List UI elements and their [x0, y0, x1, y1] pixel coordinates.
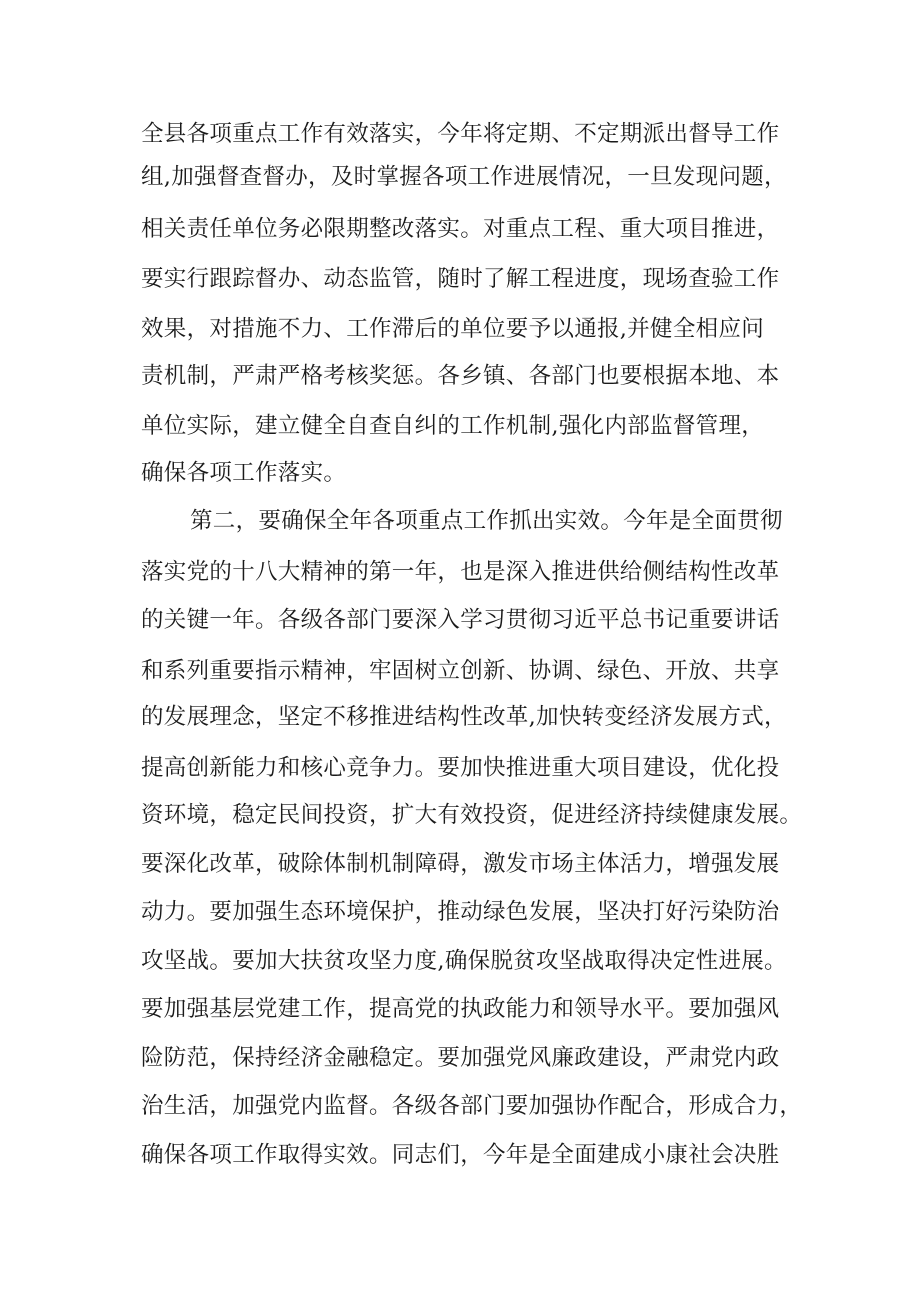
text-line: 确保各项工作落实。: [141, 460, 347, 486]
text-line: 组,加强督查督办，及时掌握各项工作进展情况，一旦发现问题，: [141, 164, 787, 190]
text-line: 攻坚战。要加大扶贫攻坚力度,确保脱贫攻坚战取得决定性进展。: [141, 948, 787, 974]
text-line: 单位实际，建立健全自查自纠的工作机制,强化内部监督管理，: [141, 413, 765, 439]
text-line: 要深化改革，破除体制机制障碍，激发市场主体活力，增强发展: [141, 851, 780, 877]
text-line: 提高创新能力和核心竞争力。要加快推进重大项目建设，优化投: [141, 755, 780, 781]
text-line: 责机制，严肃严格考核奖惩。各乡镇、各部门也要根据本地、本: [141, 363, 780, 389]
text-line: 全县各项重点工作有效落实，今年将定期、不定期派出督导工作: [141, 121, 780, 147]
text-line: 要加强基层党建工作，提高党的执政能力和领导水平。要加强风: [141, 996, 780, 1022]
text-line: 的关键一年。各级各部门要深入学习贯彻习近平总书记重要讲话: [141, 607, 780, 633]
text-line: 险防范，保持经济金融稳定。要加强党风廉政建设，严肃党内政: [141, 1045, 780, 1071]
text-line: 确保各项工作取得实效。同志们，今年是全面建成小康社会决胜: [141, 1142, 780, 1168]
text-line: 和系列重要指示精神，牢固树立创新、协调、绿色、开放、共享: [141, 658, 780, 684]
text-line: 动力。要加强生态环境保护，推动绿色发展，坚决打好污染防治: [141, 899, 780, 925]
text-line: 资环境，稳定民间投资，扩大有效投资，促进经济持续健康发展。: [141, 802, 803, 828]
text-line: 治生活，加强党内监督。各级各部门要加强协作配合，形成合力，: [141, 1093, 803, 1119]
text-line: 效果，对措施不力、工作滞后的单位要予以通报,并健全相应问: [141, 316, 765, 342]
paragraph-start-line: 第二，要确保全年各项重点工作抓出实效。今年是全面贯彻: [190, 508, 783, 534]
text-line: 要实行跟踪督办、动态监管，随时了解工程进度，现场查验工作: [141, 266, 780, 292]
text-line: 的发展理念，坚定不移推进结构性改革,加快转变经济发展方式，: [141, 704, 787, 730]
text-line: 落实党的十八大精神的第一年，也是深入推进供给侧结构性改革: [141, 559, 780, 585]
text-line: 相关责任单位务必限期整改落实。对重点工程、重大项目推进，: [141, 216, 780, 242]
